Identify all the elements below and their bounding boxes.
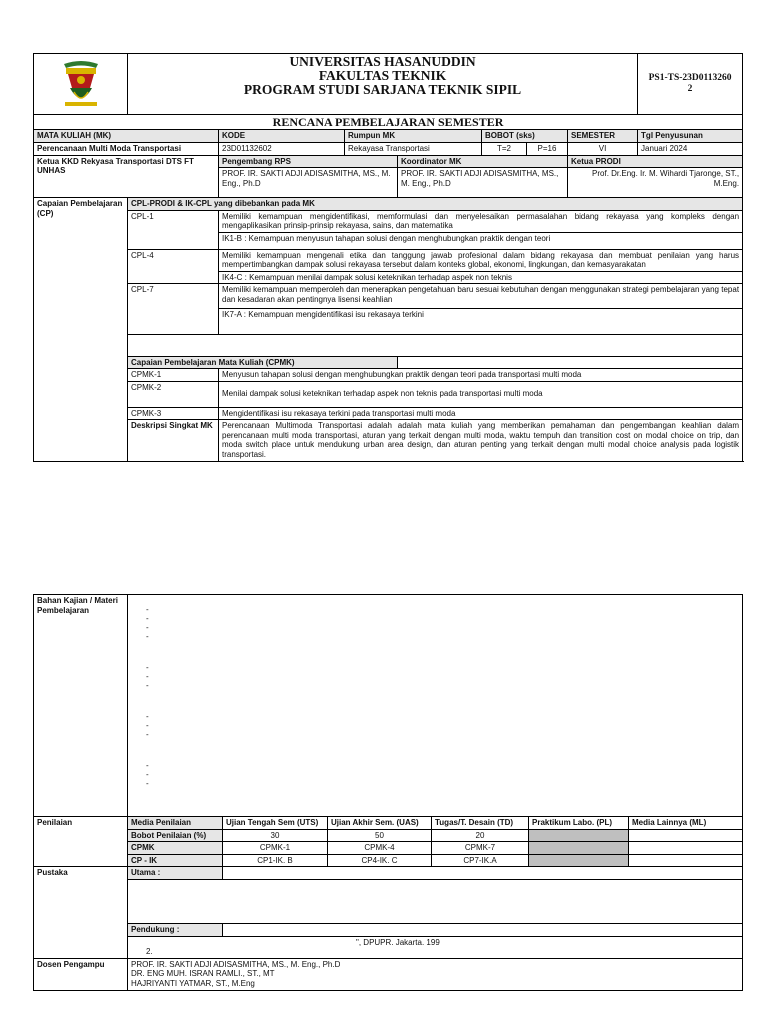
value-tgl: Januari 2024 bbox=[638, 142, 743, 155]
pendukung-num: 2. bbox=[146, 947, 153, 957]
col-header: Media Penilaian bbox=[128, 817, 223, 830]
value-semester: VI bbox=[568, 142, 638, 155]
bobot-uas: 50 bbox=[328, 829, 432, 842]
doc-code: PS1-TS-23D0113260 2 bbox=[638, 54, 743, 115]
list-item: - bbox=[146, 663, 149, 672]
cpik-td: CP7-IK.A bbox=[432, 854, 529, 867]
label-koordinator: Koordinator MK bbox=[398, 155, 568, 168]
cpmk-header: Capaian Pembelajaran Mata Kuliah (CPMK) bbox=[128, 356, 398, 369]
pendukung-ref: ", DPUPR. Jakarta. 199 bbox=[356, 937, 440, 947]
col-header: Ujian Akhir Sem. (UAS) bbox=[328, 817, 432, 830]
row-label-cpmk: CPMK bbox=[128, 842, 223, 855]
col-header: Ujian Tengah Sem (UTS) bbox=[223, 817, 328, 830]
bahan-kajian-list bbox=[128, 595, 743, 817]
label-dosen: Dosen Pengampu bbox=[34, 958, 128, 990]
list-item: - bbox=[146, 770, 149, 779]
list-item: - bbox=[146, 721, 149, 730]
cpl-text: Memiliki kemampuan memperoleh dan menerapkan pengetahuan baru sesuai kebutuhan dengan menggunakan strategi pembelajaran yang tepat dan kesadaran akan pentingnya lisensi keahlian bbox=[219, 284, 743, 308]
cpmk-td: CPMK-7 bbox=[432, 842, 529, 855]
value-pengembang: PROF. IR. SAKTI ADJI ADISASMITHA, MS., M. Eng., Ph.D bbox=[219, 168, 398, 198]
label-semester: SEMESTER bbox=[568, 130, 638, 143]
list-item: - bbox=[146, 761, 149, 770]
cpl-text: Memiliki kemampuan mengidentifikasi, memformulasi dan menyelesaikan permasalahan bidang rekayasa yang kompleks dengan mengaplikasikan prinsip-prinsip rekayasa, sains, dan matematika bbox=[219, 210, 743, 232]
cpl-code: CPL-4 bbox=[128, 249, 219, 284]
label-pustaka: Pustaka bbox=[34, 867, 128, 958]
value-koordinator: PROF. IR. SAKTI ADJI ADISASMITHA, MS., M. Eng., Ph.D bbox=[398, 168, 568, 198]
label-ketua-prodi: Ketua PRODI bbox=[568, 155, 743, 168]
cpmk-text: Menilai dampak solusi keteknikan terhadap aspek non teknis pada transportasi multi moda bbox=[219, 381, 743, 407]
col-header: Praktikum Labo. (PL) bbox=[529, 817, 629, 830]
cpmk-text: Mengidentifikasi isu rekasaya terkini pada transportasi multi moda bbox=[219, 407, 743, 420]
utama-label: Utama : bbox=[128, 867, 223, 880]
cpl-text: Memiliki kemampuan mengenali etika dan tanggung jawab profesional dalam bidang rekayasa dan membuat penilaian yang harus mempertimbangkan dampak solusi rekayasa tersebut dalam konteks global, ekonomi, lingkungan, dan kemasyarakatan bbox=[219, 249, 743, 271]
list-item: - bbox=[146, 632, 149, 641]
value-t: T=2 bbox=[482, 142, 527, 155]
cpl-code: CPL-7 bbox=[128, 284, 219, 334]
dosen-name: PROF. IR. SAKTI ADJI ADISASMITHA, MS., M. Eng., Ph.D bbox=[131, 959, 341, 969]
utama-content bbox=[128, 879, 743, 923]
university-name: UNIVERSITAS HASANUDDIN bbox=[289, 54, 476, 69]
label-deskripsi: Deskripsi Singkat MK bbox=[128, 420, 219, 461]
rps-header-table bbox=[33, 53, 743, 462]
ik-text: IK7-A : Kemampuan mengidentifikasi isu rekasaya terkini bbox=[219, 308, 743, 334]
label-bahan-kajian: Bahan Kajian / Materi Pembelajaran bbox=[34, 595, 128, 817]
cpmk-code: CPMK-2 bbox=[128, 381, 219, 407]
cpmk-uts: CPMK-1 bbox=[223, 842, 328, 855]
list-item: - bbox=[146, 779, 149, 788]
col-header: Tugas/T. Desain (TD) bbox=[432, 817, 529, 830]
program-name: PROGRAM STUDI SARJANA TEKNIK SIPIL bbox=[243, 82, 522, 98]
list-item: - bbox=[146, 614, 149, 623]
label-bobot: BOBOT (sks) bbox=[482, 130, 568, 143]
list-item: - bbox=[146, 605, 149, 614]
label-penilaian: Penilaian bbox=[34, 817, 128, 867]
cpmk-uas: CPMK-4 bbox=[328, 842, 432, 855]
list-item: - bbox=[146, 730, 149, 739]
ketua-kkd: Ketua KKD Rekyasa Transportasi DTS FT UNHAS bbox=[34, 155, 219, 198]
cpl-code: CPL-1 bbox=[128, 210, 219, 249]
value-kode: 23D01132602 bbox=[219, 142, 345, 155]
pendukung-content bbox=[128, 936, 743, 958]
list-item: - bbox=[146, 672, 149, 681]
deskripsi-text: Perencanaan Multimoda Transportasi adalah adalah mata kuliah yang memberikan pemahaman dan pengembangan keahlian dalam perencanaan multi moda transportasi, aturan yang terkait dengan multi moda, waktu tempuh dan transition cost on modal choice on trip, dan moda switch place untuk mendukung urban area design, dan aturan penting yang terkait dengan multi modal choice analysis pada logistik transportasi. bbox=[219, 420, 743, 461]
cpmk-code: CPMK-1 bbox=[128, 369, 219, 382]
dosen-name: HAJRIYANTI YATMAR, ST., M.Eng bbox=[131, 978, 255, 988]
label-mk: MATA KULIAH (MK) bbox=[34, 130, 219, 143]
value-rumpun: Rekayasa Transportasi bbox=[345, 142, 482, 155]
row-label-cpik: CP - IK bbox=[128, 854, 223, 867]
list-item: - bbox=[146, 623, 149, 632]
bobot-td: 20 bbox=[432, 829, 529, 842]
unhas-logo-icon bbox=[60, 58, 102, 110]
rps-assessment-table bbox=[33, 594, 743, 991]
cpl-header: CPL-PRODI & IK-CPL yang dibebankan pada MK bbox=[128, 198, 743, 211]
label-kode: KODE bbox=[219, 130, 345, 143]
value-p: P=16 bbox=[527, 142, 568, 155]
label-tgl: Tgl Penyusunan bbox=[638, 130, 743, 143]
doc-title: RENCANA PEMBELAJARAN SEMESTER bbox=[34, 115, 743, 130]
col-header: Media Lainnya (ML) bbox=[629, 817, 743, 830]
institution-header bbox=[128, 54, 638, 115]
dosen-name: DR. ENG MUH. ISRAN RAMLI., ST., MT bbox=[131, 969, 275, 979]
ik-text: IK1-B : Kemampuan menyusun tahapan solusi dengan menghubungkan praktik dengan teori bbox=[219, 232, 743, 249]
cpmk-code: CPMK-3 bbox=[128, 407, 219, 420]
ik-text: IK4-C : Kemampuan menilai dampak solusi keteknikan terhadap aspek non teknis bbox=[219, 271, 743, 284]
dosen-list bbox=[128, 958, 743, 990]
cpik-uas: CP4-IK. C bbox=[328, 854, 432, 867]
value-mk: Perencanaan Multi Moda Transportasi bbox=[34, 142, 219, 155]
faculty-name: FAKULTAS TEKNIK bbox=[318, 68, 447, 84]
list-item: - bbox=[146, 681, 149, 690]
logo-cell bbox=[34, 54, 128, 115]
cpmk-text: Menyusun tahapan solusi dengan menghubungkan praktik dengan teori pada transportasi multi moda bbox=[219, 369, 743, 382]
value-ketua-prodi: Prof. Dr.Eng. Ir. M. Wihardi Tjaronge, ST., M.Eng. bbox=[568, 168, 743, 198]
list-item: - bbox=[146, 712, 149, 721]
cpik-uts: CP1-IK. B bbox=[223, 854, 328, 867]
row-label-bobot: Bobot Penilaian (%) bbox=[128, 829, 223, 842]
pendukung-label: Pendukung : bbox=[128, 923, 223, 936]
bobot-uts: 30 bbox=[223, 829, 328, 842]
label-cp: Capaian Pembelajaran (CP) bbox=[34, 198, 128, 462]
label-rumpun: Rumpun MK bbox=[345, 130, 482, 143]
label-pengembang: Pengembang RPS bbox=[219, 155, 398, 168]
